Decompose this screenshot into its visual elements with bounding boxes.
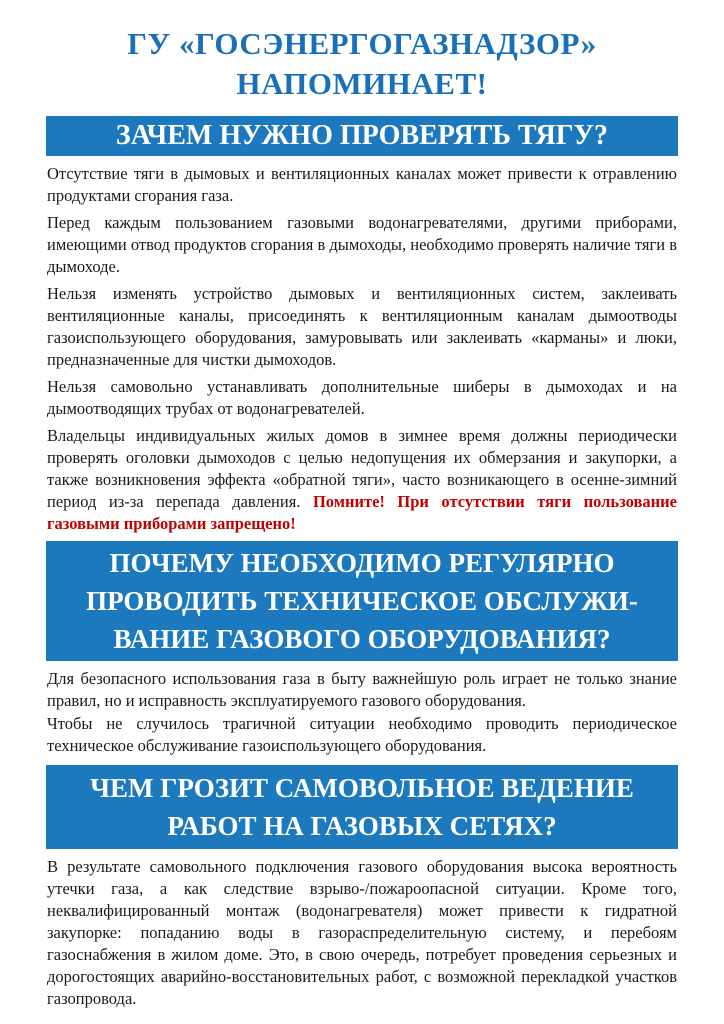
section-heading-text-line-1: ПОЧЕМУ НЕОБХОДИМО РЕГУЛЯРНО bbox=[109, 548, 615, 578]
section-heading-banner-unauthorized-works bbox=[46, 765, 678, 849]
paragraph: Перед каждым пользованием газовыми водонагревателями, другими приборами, имеющими отвод продуктов сгорания в дымоходы, необходимо проверять наличие тяги в дымоходе. bbox=[47, 213, 677, 276]
paragraph: Отсутствие тяги в дымовых и вентиляционных каналах может привести к отравлению продуктами сгорания газа. bbox=[47, 164, 677, 205]
section-heading-text-line-2: ПРОВОДИТЬ ТЕХНИЧЕСКОЕ ОБСЛУЖИ- bbox=[86, 586, 638, 616]
paragraph: Для безопасного использования газа в быту важнейшую роль играет не только знание правил, но и исправность эксплуатируемого газового оборудования. bbox=[47, 669, 677, 710]
paragraph: Нельзя самовольно устанавливать дополнительные шиберы в дымоходах и на дымоотводящих трубах от водонагревателей. bbox=[47, 377, 677, 418]
paragraph: Нельзя изменять устройство дымовых и вентиляционных систем, заклеивать вентиляционные каналы, присоединять к вентиляционным каналам дымоотводы газоиспользующего оборудования, замуровывать или заклеивать «карманы» и люки, предназначенные для чистки дымоходов. bbox=[47, 284, 677, 369]
page-title-line-2: НАПОМИНАЕТ! bbox=[236, 66, 488, 101]
section-heading-banner-maintenance bbox=[46, 541, 678, 661]
paragraph: В результате самовольного подключения газового оборудования высока вероятность утечки газа, а как следствие взрыво-/пожароопасной ситуации. Кроме того, неквалифицированный монтаж (водонагревателя) может привести к гидратной закупорке: попаданию воды в газораспределительную систему, и перебоям газоснабжения в жилом доме. Это, в свою очередь, потребует проведения серьезных и дорогостоящих аварийно-восстановительных работ, с возможной перекладкой участков газопровода. bbox=[47, 857, 677, 1008]
paragraph: Чтобы не случилось трагичной ситуации необходимо проводить периодическое техническое обслуживание газоиспользующего оборудования. bbox=[47, 714, 677, 755]
section-body-maintenance bbox=[47, 668, 677, 757]
section-heading-text-line-1: ЧЕМ ГРОЗИТ САМОВОЛЬНОЕ ВЕДЕНИЕ bbox=[90, 773, 634, 803]
section-heading-text-line-2: РАБОТ НА ГАЗОВЫХ СЕТЯХ? bbox=[167, 811, 557, 841]
section-heading-text-line-3: ВАНИЕ ГАЗОВОГО ОБОРУДОВАНИЯ? bbox=[113, 624, 611, 654]
paragraph-with-warning bbox=[47, 425, 677, 535]
paragraph-text: Владельцы индивидуальных жилых домов в зимнее время должны периодически проверять оголовки дымоходов с целью недопущения их обмерзания и закупорки, а также возникновения эффекта «обратной тяги», часто возникающего в осенне-зимний период из-за перепада давления. bbox=[47, 426, 677, 511]
page-title-line-1: ГУ «ГОСЭНЕРГОГАЗНАДЗОР» bbox=[127, 26, 597, 61]
section-body-check-draft bbox=[47, 163, 677, 535]
section-heading-text: ЗАЧЕМ НУЖНО ПРОВЕРЯТЬ ТЯГУ? bbox=[115, 120, 609, 151]
section-body-unauthorized-works bbox=[47, 856, 677, 1010]
section-heading-banner-check-draft bbox=[46, 116, 678, 156]
page-title bbox=[40, 24, 684, 104]
warning-text: Помните! При отсутствии тяги пользование газовыми приборами запрещено! bbox=[47, 492, 677, 533]
